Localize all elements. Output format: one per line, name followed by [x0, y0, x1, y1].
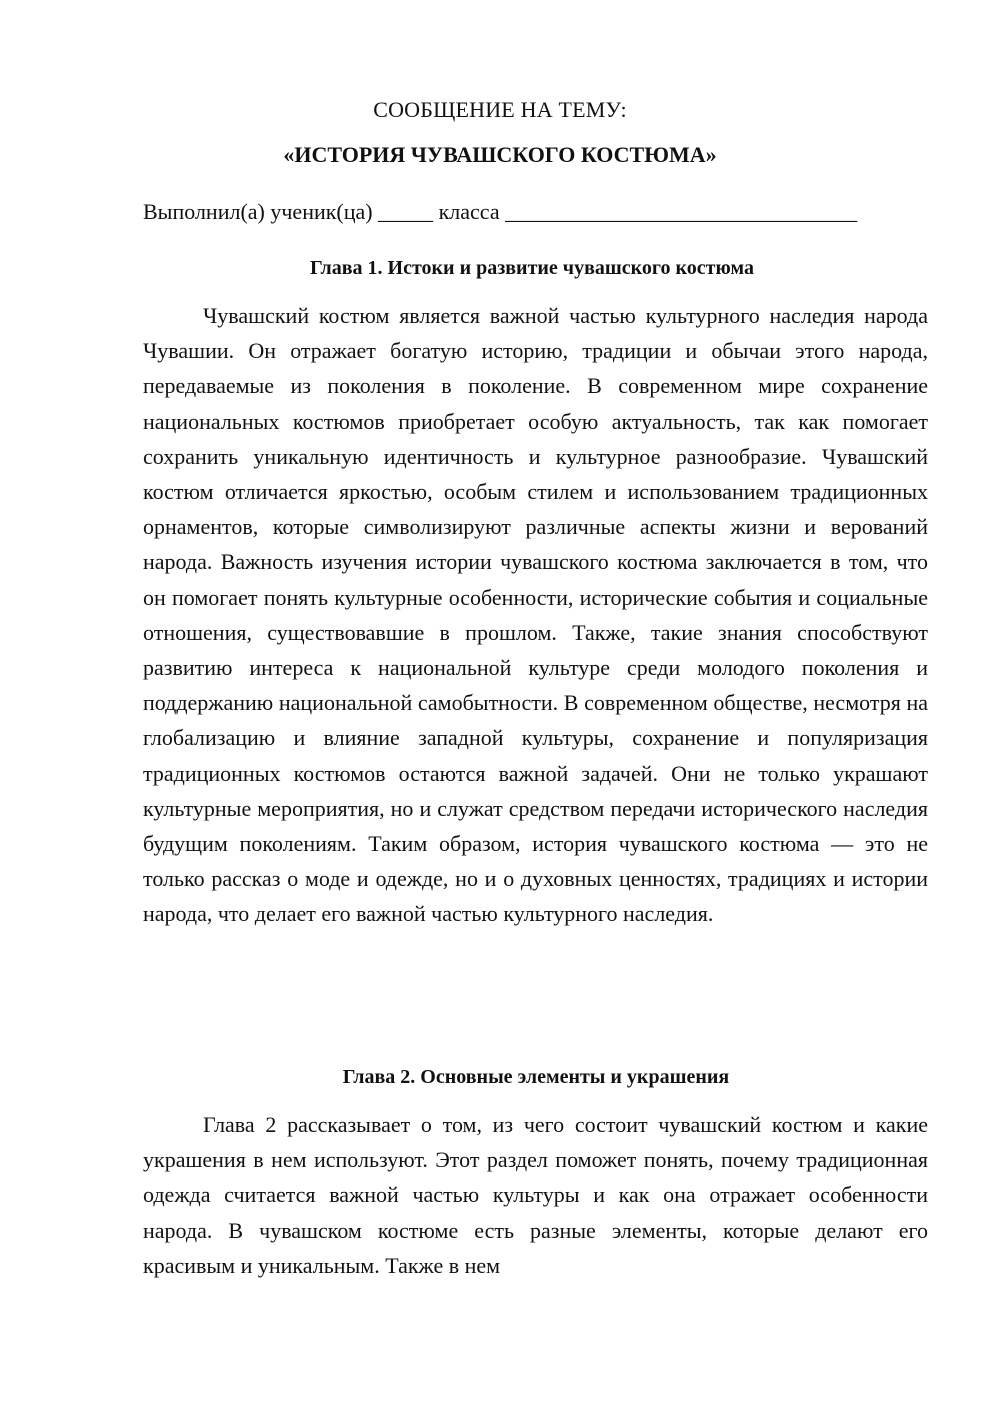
chapter-2-heading: Глава 2. Основные элементы и украшения [342, 1066, 730, 1088]
chapter-2-paragraph: Глава 2 рассказывает о том, из чего состоит чувашский костюм и какие украшения в нем используют. Этот раздел поможет понять, почему традиционная одежда считается важной частью культуры и как она отражает особенности народа. В чувашском костюме есть разные элементы, которые делают его красивым и уникальным. Также в нем [143, 1112, 928, 1278]
author-line: Выполнил(а) ученик(ца) _____ класса ________________________________ [143, 199, 858, 224]
document-title-line-2: «ИСТОРИЯ ЧУВАШСКОГО КОСТЮМА» [283, 142, 717, 167]
chapter-1-heading: Глава 1. Истоки и развитие чувашского костюма [310, 257, 754, 279]
chapter-1-paragraph: Чувашский костюм является важной частью культурного наследия народа Чувашии. Он отражает богатую историю, традиции и обычаи этого народа, передаваемые из поколения в поколение. В современном мире сохранение национальных костюмов приобретает особую актуальность, так как помогает сохранить уникальную идентичность и культурное разнообразие. Чувашский костюм отличается яркостью, особым стилем и использованием традиционных орнаментов, которые символизируют различные аспекты жизни и верований народа. Важность изучения истории чувашского костюма заключается в том, что он помогает понять культурные особенности, исторические события и социальные отношения, существовавшие в прошлом. Также, такие знания способствуют развитию интереса к национальной культуре среди молодого поколения и поддержанию национальной самобытности. В современном обществе, несмотря на глобализацию и влияние западной культуры, сохранение и популяризация традиционных костюмов остаются важной задачей. Они не только украшают культурные мероприятия, но и служат средством передачи исторического наследия будущим поколениям. Таким образом, история чувашского костюма — это не только рассказ о моде и одежде, но и о духовных ценностях, традициях и истории народа, что делает его важной частью культурного наследия. [143, 303, 928, 927]
document-title-line-1: СООБЩЕНИЕ НА ТЕМУ: [373, 97, 627, 122]
